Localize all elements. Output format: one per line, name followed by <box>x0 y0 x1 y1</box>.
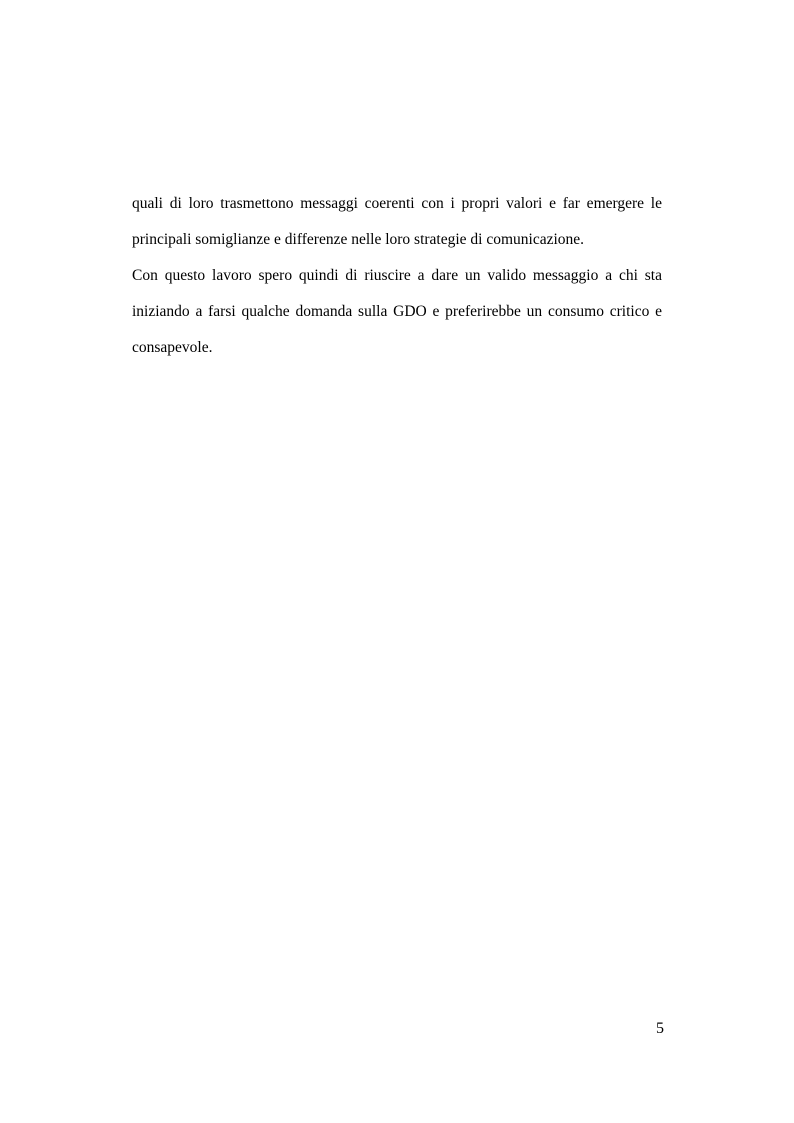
body-text <box>132 186 662 366</box>
text-line-1: quali di loro trasmettono messaggi coerenti con i propri valori e far emergere le <box>132 195 662 212</box>
page-number: 5 <box>656 1020 664 1037</box>
text-line-4: iniziando a farsi qualche domanda sulla GDO e preferirebbe un consumo critico e <box>132 303 662 320</box>
text-line-2: principali somiglianze e differenze nelle loro strategie di comunicazione. <box>132 231 585 248</box>
text-line-3: Con questo lavoro spero quindi di riuscire a dare un valido messaggio a chi sta <box>132 267 662 284</box>
text-line-5: consapevole. <box>132 339 213 356</box>
